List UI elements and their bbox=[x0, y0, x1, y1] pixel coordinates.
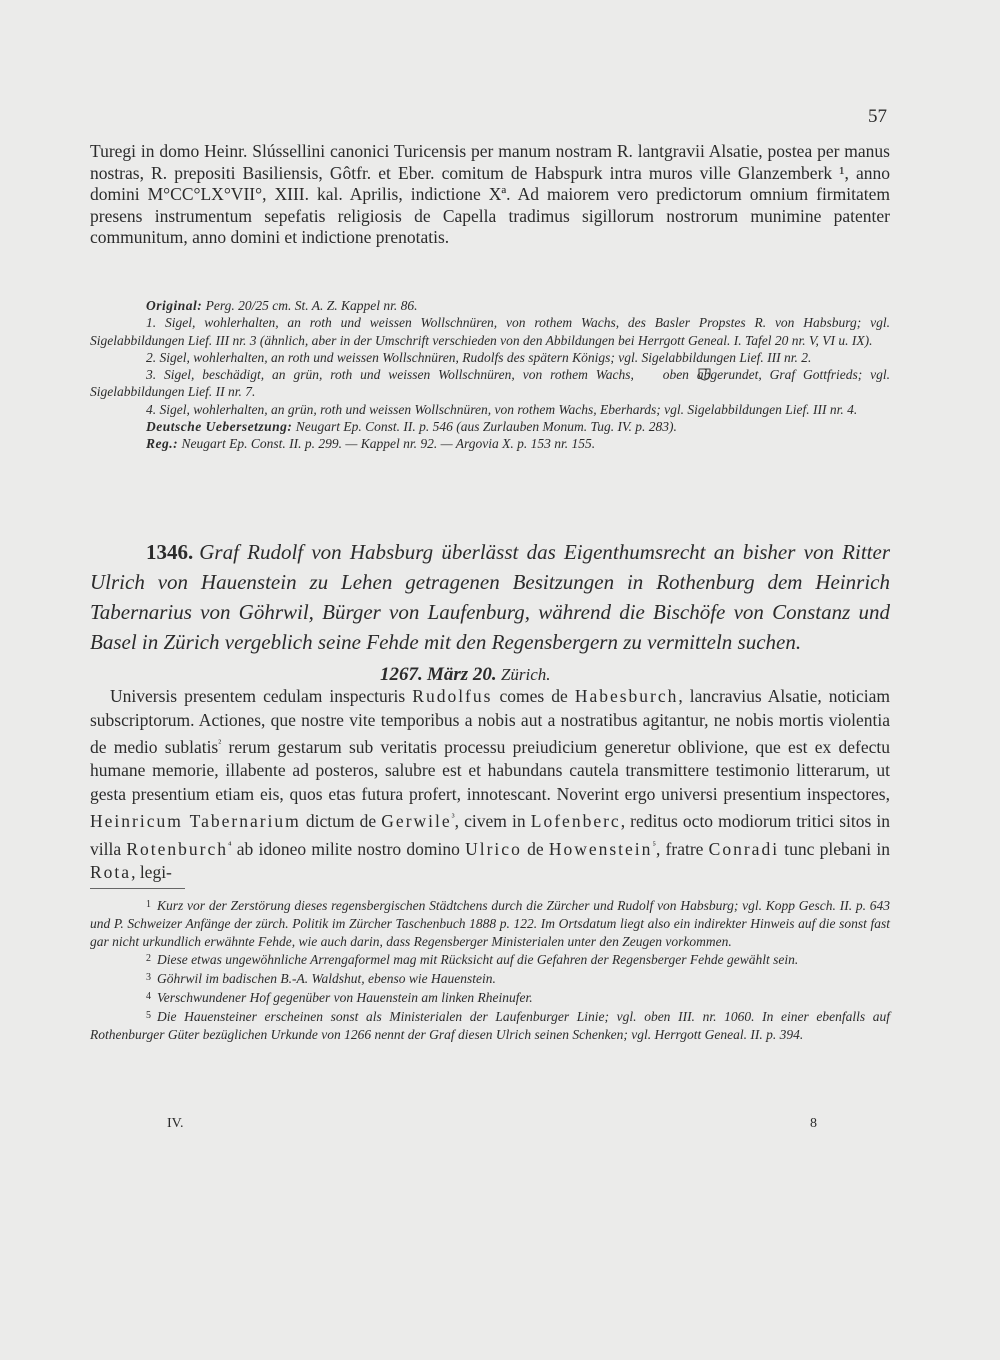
footnote-ref-2: ² bbox=[218, 738, 222, 749]
name-conradi: Conradi bbox=[708, 838, 780, 859]
name-rotenburch: Rotenburch bbox=[126, 838, 228, 859]
name-heinricum: Heinricum Tabernarium bbox=[90, 811, 301, 832]
footnote bbox=[90, 969, 890, 988]
name-gerwile: Gerwile bbox=[381, 811, 452, 832]
original-label: Original: bbox=[146, 298, 203, 313]
charter-segment: , legi- bbox=[131, 861, 172, 882]
entry-heading bbox=[90, 537, 890, 657]
footnote bbox=[90, 988, 890, 1007]
footnote-text: Verschwundener Hof gegenüber von Hauenstein am linken Rheinufer. bbox=[157, 989, 533, 1005]
entry-year: 1267. bbox=[380, 664, 423, 685]
charter-text bbox=[90, 685, 890, 884]
footnote-ref-5: ⁵ bbox=[652, 839, 656, 851]
sheet-signature: 8 bbox=[810, 1116, 817, 1131]
translation-label: Deutsche Uebersetzung: bbox=[146, 419, 293, 435]
dateline bbox=[380, 664, 551, 686]
footnote-divider bbox=[90, 888, 185, 889]
footnote bbox=[90, 896, 890, 950]
charter-segment: , lancravius Alsatie, noticiam subscriptorum. Actiones, que nostre vite temporibus a nobis aut a nostratibus agitantur, ne nobis mortis violentia de medio sublatis bbox=[90, 686, 891, 757]
regest-text: Neugart Ep. Const. II. p. 299. — Kappel nr. 92. — Argovia X. p. 153 nr. 155. bbox=[181, 436, 596, 452]
charter-segment: tunc plebani in bbox=[784, 838, 891, 859]
translation-text: Neugart Ep. Const. II. p. 546 (aus Zurlauben Monum. Tug. IV. p. 283). bbox=[295, 419, 677, 435]
seal-note-1: 1. Sigel, wohlerhalten, an roth und weissen Wollschnüren, von rothem Wachs, des Basler Propstes R. von Habsburg; vgl. Sigelabbildungen Lief. III nr. 3 (ähnlich, aber in der Umschrift verschieden von den Abbildungen bei Herrgott Geneal. I. Tafel 20 nr. V, VI u. IX). bbox=[90, 315, 890, 348]
entry-title: Graf Rudolf von Habsburg überlässt das Eigenthumsrecht an bisher von Ritter Ulrich von Hauenstein zu Lehen getragenen Besitzungen in Rothenburg dem Heinrich Tabernarius von Göhrwil, Bürger von Laufenburg, während die Bischöfe von Constanz und Basel in Zürich vergeblich seine Fehde mit den Regensbergern zu vermitteln suchen. bbox=[90, 540, 890, 654]
name-ulrico: Ulrico bbox=[465, 838, 522, 859]
footnotes bbox=[90, 896, 890, 1043]
name-lofenberc: Lofenberc bbox=[530, 811, 621, 832]
original-text: Perg. 20/25 cm. St. A. Z. Kappel nr. 86. bbox=[205, 298, 418, 313]
seal-note-3-a: 3. Sigel, beschädigt, an grün, roth und weissen Wollschnüren, von rothem Wachs, bbox=[146, 367, 634, 383]
charter-segment: , civem in bbox=[454, 811, 526, 832]
original-note bbox=[90, 297, 890, 314]
document-notes bbox=[90, 297, 890, 453]
name-rota: Rota bbox=[90, 861, 132, 882]
translation-note bbox=[90, 418, 890, 435]
footnote-text: Die Hauensteiner erscheinen sonst als Ministerialen der Laufenburger Linie; vgl. oben III. nr. 1060. In einer ebenfalls auf Rothenburger Güter bezüglichen Urkunde von 1266 nennt der Graf diesen Ulrich seinen Schenken; vgl. Herrgott Geneal. II. p. 394. bbox=[90, 1008, 890, 1042]
name-habesburch: Habesburch bbox=[574, 686, 679, 706]
footnote-ref-3: ³ bbox=[451, 812, 455, 824]
seal-note-2: 2. Sigel, wohlerhalten, an roth und weissen Wollschnüren, Rudolfs des spätern Königs; vgl. Sigelabbildungen Lief. III nr. 2. bbox=[146, 349, 812, 365]
charter-segment: Universis presentem cedulam inspecturis bbox=[110, 686, 406, 706]
footnote bbox=[90, 950, 890, 969]
charter-segment: rerum gestarum sub veritatis processu preiudicium generetur oblivione, que est ex defectu humane memorie, illabente ad posteros, salubre est et habundans cautela transmittere testimonio litterarum, ut gesta presentium etiam eis, quos etas futura profert, innotescant. Noverint ergo universi presentium inspectores, bbox=[90, 736, 891, 804]
footnote-text: Diese etwas ungewöhnliche Arrengaformel mag mit Rücksicht auf die Gefahren der Regensberger Fehde gewählt sein. bbox=[157, 952, 799, 968]
charter-segment: ab idoneo milite nostro domino bbox=[236, 838, 460, 859]
name-rudolfus: Rudolfus bbox=[412, 686, 493, 706]
previous-document-text: Turegi in domo Heinr. Slússellini canonici Turicensis per manum nostram R. lantgravii Alsatie, postea per manus nostras, R. prepositi Basiliensis, Gôtfr. et Eber. comitum de Habspurk intra muros ville Glanzemberk ¹, anno domini M°CC°LX°VII°, XIII. kal. Aprilis, indictione Xª. Ad maiorem vero predictorum omnium firmitatem presens instrumentum sepefatis religiosis de Capella tradimus sigillorum nostrorum munimine patenter communitum, anno domini et indictione prenotatis. bbox=[90, 141, 890, 247]
footnote-text: Göhrwil im badischen B.-A. Waldshut, ebenso wie Hauenstein. bbox=[157, 971, 496, 987]
seal-note-3-b: oben abgerundet, Graf Gottfrieds; vgl. Sigelabbildungen Lief. II nr. 7. bbox=[90, 367, 891, 400]
charter-segment: , reditus octo modiorum tritici sitos in villa bbox=[90, 811, 891, 859]
entry-number: 1346. bbox=[146, 540, 194, 564]
footnote-number: 5 bbox=[146, 1009, 151, 1021]
charter-segment: dictum de bbox=[305, 811, 377, 832]
seal-note-4: 4. Sigel, wohlerhalten, an grün, roth und weissen Wollschnüren, von rothem Wachs, Eberhards; vgl. Sigelabbildungen Lief. III nr. 4. bbox=[146, 401, 858, 417]
footnote-number: 3 bbox=[146, 972, 151, 984]
name-howenstein: Howenstein bbox=[548, 838, 653, 859]
charter-segment: comes de bbox=[499, 686, 568, 706]
page-number: 57 bbox=[868, 106, 887, 127]
regest-label: Reg.: bbox=[146, 436, 179, 452]
footnote-ref-4: ⁴ bbox=[228, 839, 232, 851]
volume-signature: IV. bbox=[167, 1116, 184, 1131]
entry-place: Zürich. bbox=[500, 665, 551, 684]
footnote-number: 4 bbox=[146, 990, 151, 1002]
footnote-number: 1 bbox=[146, 899, 151, 910]
entry-month-day: März 20. bbox=[427, 664, 497, 685]
footnote-text: Kurz vor der Zerstörung dieses regensbergischen Städtchens durch die Zürcher und Rudolf von Habsburg; vgl. Kopp Gesch. II. p. 643 und P. Schweizer Anfänge der zürch. Politik im Zürcher Taschenbuch 1888 p. 122. Im Ortsdatum liegt also ein indirekter Hinweis auf die sonst fast gar nicht urkundlich erwähnte Fehde, wie auch darin, dass Regensberger Ministerialen unter den Zeugen vorkommen. bbox=[90, 898, 890, 949]
shield-icon bbox=[642, 368, 655, 381]
footnote bbox=[90, 1007, 890, 1044]
charter-segment: de bbox=[527, 838, 544, 859]
charter-segment: , fratre bbox=[655, 838, 704, 859]
seal-note-3 bbox=[90, 366, 890, 401]
footnote-number: 2 bbox=[146, 953, 151, 965]
regest-note bbox=[90, 435, 890, 452]
